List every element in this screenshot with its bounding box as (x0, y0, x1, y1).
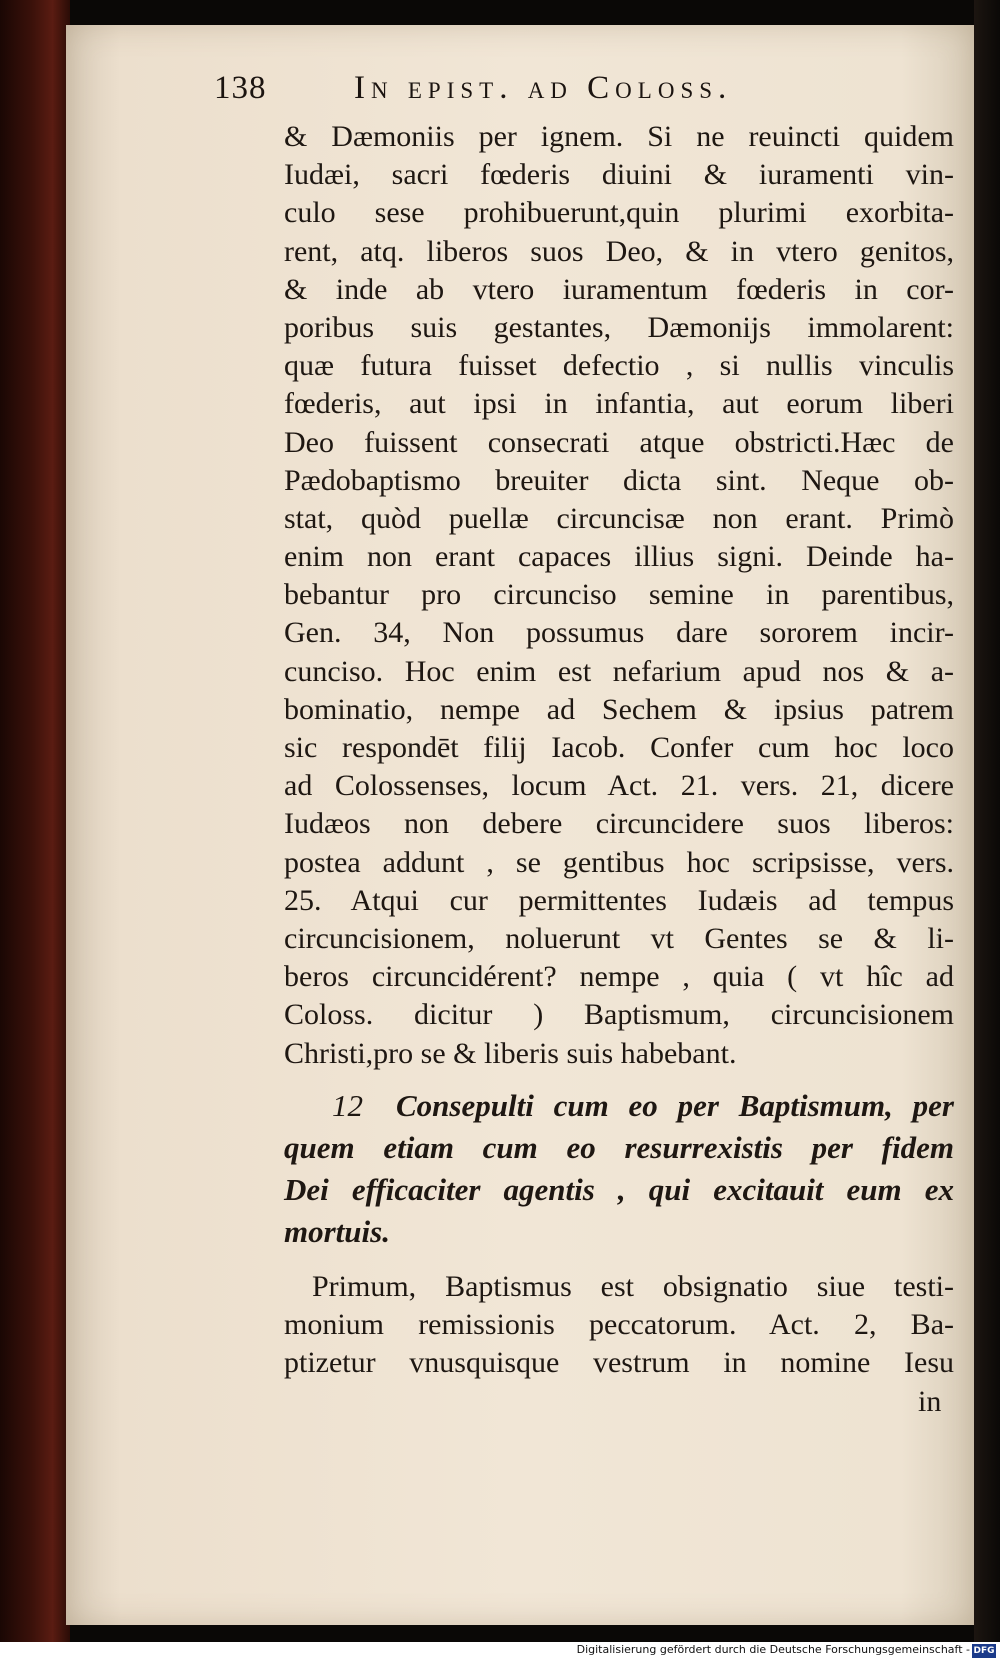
text-line: quæ futura fuisset defectio , si nullis vinculis (284, 349, 954, 383)
text-line: & inde ab vtero iuramentum fœderis in cor- (284, 272, 954, 306)
text-line: cunciso. Hoc enim est nefarium apud nos & a- (284, 654, 954, 688)
page-header (214, 70, 870, 120)
text-line: Coloss. dicitur ) Baptismum, circuncisionem (284, 998, 954, 1032)
text-line: 25. Atqui cur permittentes Iudæis ad tempus (284, 883, 954, 917)
text-line: Deo fuissent consecrati atque obstricti.Hæc de (284, 425, 954, 459)
verse-number: 12 (332, 1088, 363, 1123)
text-line: poribus suis gestantes, Dæmonijs immolarent: (284, 310, 954, 344)
text-line: Gen. 34, Non possumus dare sororem incir- (284, 616, 954, 650)
text-line: culo sese prohibuerunt,quin plurimi exorbita- (284, 196, 954, 230)
text-line: sic respondēt filij Iacob. Confer cum hoc loco (284, 731, 954, 764)
text-line: Primum, Baptismus est obsignatio siue testi- (312, 1270, 954, 1303)
verse-line (284, 1085, 954, 1127)
verse-line: Dei efficaciter agentis , qui excitauit eum ex (284, 1172, 954, 1207)
commentary-text (284, 1268, 954, 1383)
text-line: fœderis, aut ipsi in infantia, aut eorum liberi (284, 387, 954, 421)
running-head: In epist. ad Coloss. (354, 70, 733, 106)
text-line: beros circuncidérent? nempe , quia ( vt hîc ad (284, 960, 954, 994)
text-line: bominatio, nempe ad Sechem & ipsius patrem (284, 692, 954, 726)
text-line: rent, atq. liberos suos Deo, & in vtero genitos, (284, 234, 954, 268)
body-text (284, 118, 954, 1073)
dfg-logo-icon: DFG (973, 1646, 995, 1656)
verse-text: Consepulti cum eo per Baptismum, per (396, 1088, 954, 1123)
text-line: monium remissionis peccatorum. Act. 2, Ba- (284, 1308, 954, 1342)
text-line: postea addunt , se gentibus hoc scripsisse, vers. (284, 845, 954, 879)
verse-block (284, 1085, 954, 1253)
page-number: 138 (214, 70, 267, 106)
text-line: Iudæos non debere circuncidere suos liberos: (284, 807, 954, 841)
text-line: Christi,pro se & liberis suis habebant. (284, 1036, 737, 1070)
text-line: bebantur pro circunciso semine in parentibus, (284, 578, 954, 612)
text-line: enim non erant capaces illius signi. Deinde ha- (284, 540, 954, 574)
catchword: in (918, 1385, 942, 1418)
text-line: ptizetur vnusquisque vestrum in nomine Iesu (284, 1346, 954, 1380)
book-binding-edge (0, 0, 70, 1661)
text-line: & Dæmoniis per ignem. Si ne reuincti quidem (284, 120, 954, 153)
verse-line: quem etiam cum eo resurrexistis per fidem (284, 1130, 954, 1165)
text-line: stat, quòd puellæ circuncisæ non erant. Primò (284, 501, 954, 535)
text-line: Pædobaptismo breuiter dicta sint. Neque ob- (284, 463, 954, 497)
text-line: Iudæi, sacri fœderis diuini & iuramenti vin- (284, 158, 954, 192)
text-line: circuncisionem, noluerunt vt Gentes se & li- (284, 921, 954, 955)
page-shadow (974, 0, 1000, 1661)
verse-line: mortuis. (284, 1214, 390, 1249)
text-line: ad Colossenses, locum Act. 21. vers. 21, dicere (284, 769, 954, 803)
funding-credit: Digitalisierung gefördert durch die Deutsche Forschungsgemeinschaft - (576, 1643, 970, 1656)
